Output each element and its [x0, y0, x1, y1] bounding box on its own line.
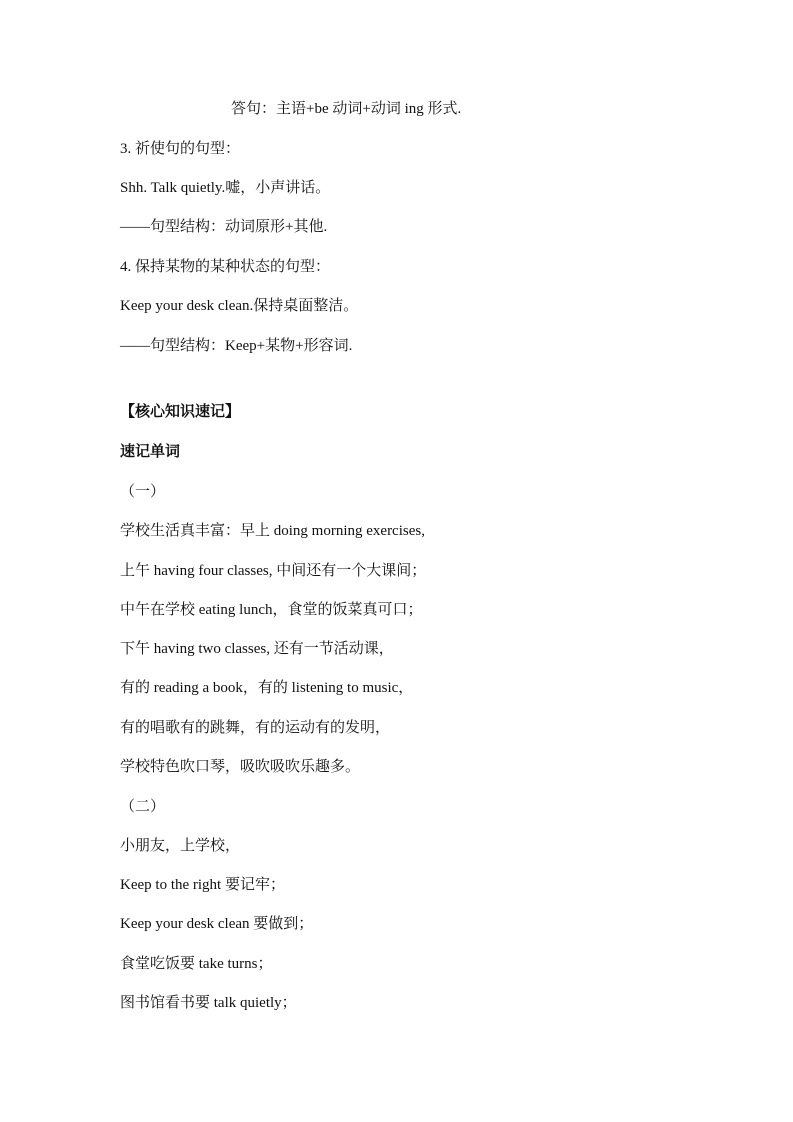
rhyme-two-line-4: 食堂吃饭要 take turns；: [120, 956, 273, 972]
part-one-label: （一）: [120, 484, 166, 500]
rhyme-line-5: 有的 reading a book，有的 listening to music，: [120, 680, 414, 696]
keep-structure: ——句型结构：Keep+某物+形容词.: [120, 338, 353, 354]
quick-words-heading: 速记单词: [120, 444, 181, 460]
section-4-heading: 4. 保持某物的某种状态的句型：: [120, 259, 331, 275]
rhyme-line-4: 下午 having two classes, 还有一节活动课，: [120, 641, 394, 657]
rhyme-line-2: 上午 having four classes, 中间还有一个大课间；: [120, 563, 427, 579]
rhyme-two-line-5: 图书馆看书要 talk quietly；: [120, 995, 297, 1011]
answer-sentence-pattern: 答句：主语+be 动词+动词 ing 形式.: [231, 101, 462, 117]
rhyme-two-line-3: Keep your desk clean 要做到；: [120, 916, 314, 932]
imperative-example: Shh. Talk quietly.嘘，小声讲话。: [120, 180, 331, 196]
rhyme-two-line-2: Keep to the right 要记牢；: [120, 877, 285, 893]
rhyme-two-line-1: 小朋友，上学校，: [120, 838, 241, 854]
keep-example: Keep your desk clean.保持桌面整洁。: [120, 298, 359, 314]
rhyme-line-6: 有的唱歌有的跳舞，有的运动有的发明，: [120, 720, 391, 736]
rhyme-line-1: 学校生活真丰富：早上 doing morning exercises,: [120, 523, 425, 539]
core-knowledge-heading: 【核心知识速记】: [120, 404, 241, 420]
part-two-label: （二）: [120, 799, 166, 815]
section-3-heading: 3. 祈使句的句型：: [120, 141, 241, 157]
imperative-structure: ——句型结构：动词原形+其他.: [120, 219, 328, 235]
rhyme-line-7: 学校特色吹口琴，吸吹吸吹乐趣多。: [120, 759, 361, 775]
rhyme-line-3: 中午在学校 eating lunch，食堂的饭菜真可口；: [120, 602, 423, 618]
